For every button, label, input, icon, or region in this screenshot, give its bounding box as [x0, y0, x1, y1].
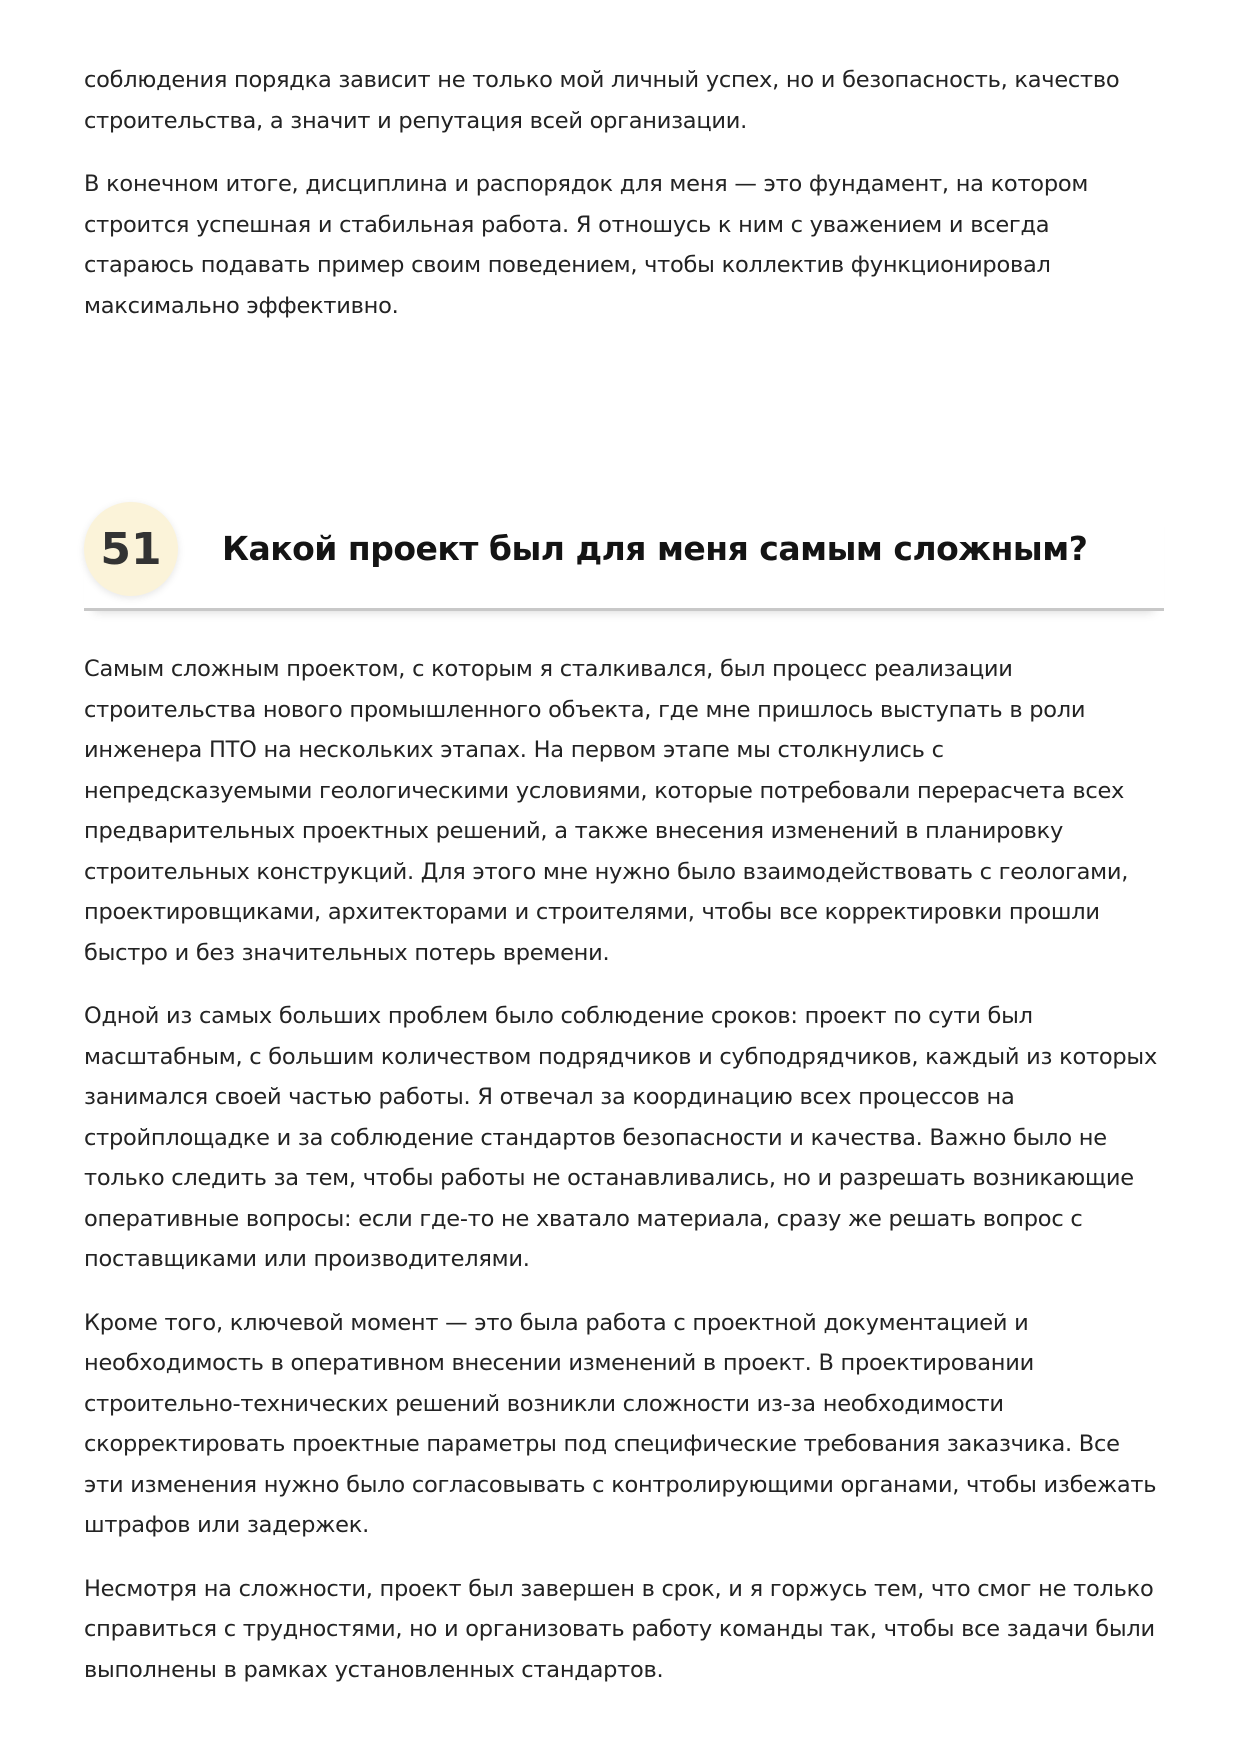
paragraph: Самым сложным проектом, с которым я сталкивался, был процесс реализации строительства нового промышленного объекта, где мне пришлось выступать в роли инженера ПТО на нескольких этапах. На первом этапе мы столкнулись с непредсказуемыми геологическими условиями, которые потребовали перерасчета всех предварительных проектных решений, а также внесения изменений в планировку строительных конструкций. Для этого мне нужно было взаимодействовать с геологами, проектировщиками, архитекторами и строителями, чтобы все корректировки прошли быстро и без значительных потерь времени.	[84, 656, 1129, 966]
question-header	[84, 500, 1164, 611]
question-title: Какой проект был для меня самым сложным?	[222, 529, 1088, 568]
paragraph: Одной из самых больших проблем было соблюдение сроков: проект по сути был масштабным, с большим количеством подрядчиков и субподрядчиков, каждый из которых занимался своей частью работы. Я отвечал за координацию всех процессов на стройплощадке и за соблюдение стандартов безопасности и качества. Важно было не только следить за тем, чтобы работы не останавливались, но и разрешать возникающие оперативные вопросы: если где-то не хватало материала, сразу же решать вопрос с поставщиками или производителями.	[84, 1003, 1158, 1272]
answer-body	[84, 649, 1164, 1690]
paragraph: соблюдения порядка зависит не только мой личный успех, но и безопасность, качество строительства, а значит и репутация всей организации.	[84, 67, 1120, 134]
paragraph: Кроме того, ключевой момент — это была работа с проектной документацией и необходимость в оперативном внесении изменений в проект. В проектировании строительно-технических решений возникли сложности из-за необходимости скорректировать проектные параметры под специфические требования заказчика. Все эти изменения нужно было согласовывать с контролирующими органами, чтобы избежать штрафов или задержек.	[84, 1309, 1157, 1538]
paragraph: В конечном итоге, дисциплина и распорядок для меня — это фундамент, на котором строится успешная и стабильная работа. Я отношусь к ним с уважением и всегда стараюсь подавать пример своим поведением, чтобы коллектив функционировал максимально эффективно.	[84, 171, 1089, 319]
paragraph: Несмотря на сложности, проект был завершен в срок, и я горжусь тем, что смог не только справиться с трудностями, но и организовать работу команды так, чтобы все задачи были выполнены в рамках установленных стандартов.	[84, 1575, 1155, 1683]
previous-answer-continuation	[84, 60, 1164, 326]
question-number-badge: 51	[84, 502, 178, 596]
